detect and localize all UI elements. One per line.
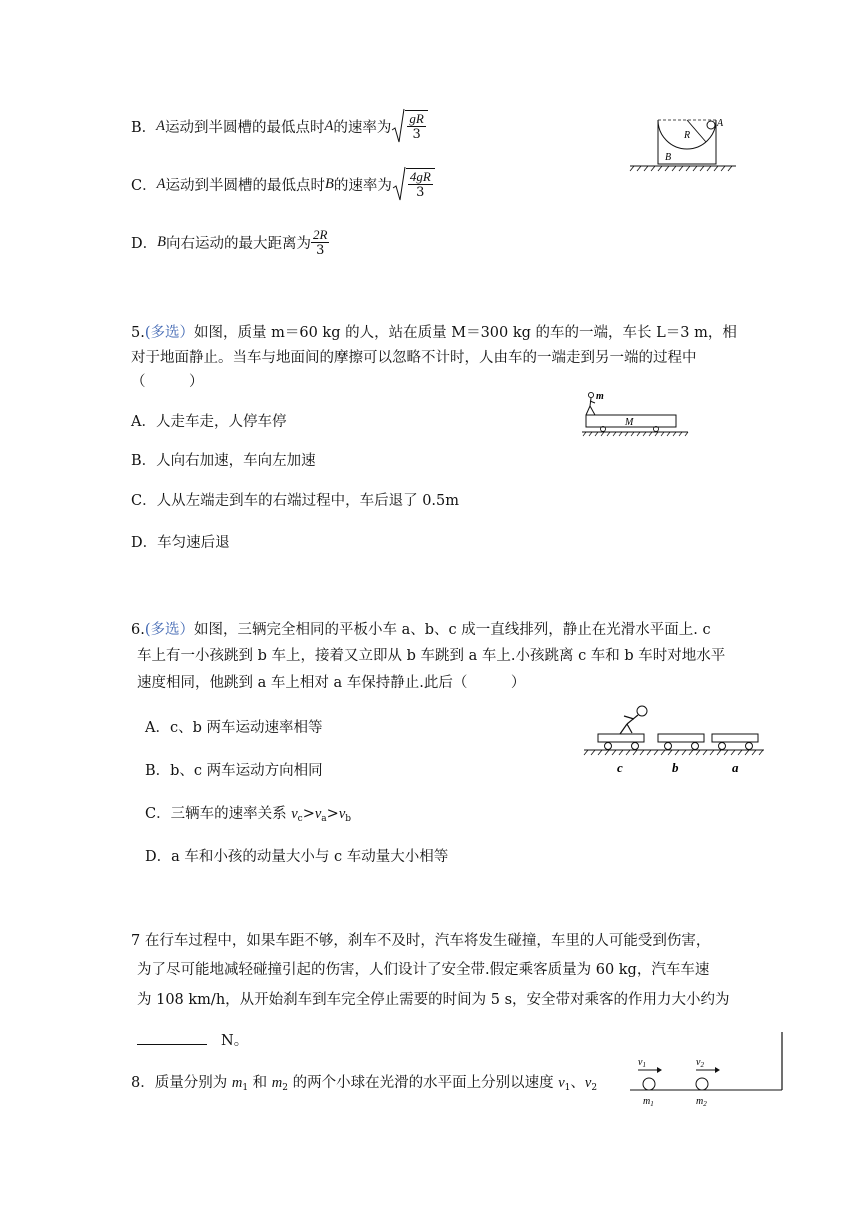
q6-stem-line3: 速度相同，他跳到 a 车上相对 a 车保持静止.此后（ ） [137,675,526,691]
answer-blank [137,1044,207,1045]
label-m1: $m_1$ [643,1096,654,1108]
label-b: B [665,152,672,163]
label-v2: $v_2$ [696,1057,704,1069]
sqrt-expression [392,166,435,202]
option-text: 运动到半圆槽的最低点时 [165,119,325,136]
label-cart-c: c [617,760,623,775]
q6-stem-line1 [131,618,711,639]
option-text: 运动到半圆槽的最低点时 [165,177,325,194]
q7-stem-line1: 7 在行车过程中，如果车距不够，刹车不及时，汽车将发生碰撞，车里的人可能受到伤害， [131,933,711,949]
label-cart-a: a [732,760,739,775]
q6-option-a: A．c、b 两车运动速率相等 [145,720,323,736]
q5-option-a: A．人走车走，人停车停 [131,414,287,430]
q4-figure-semicircle-groove [628,112,738,174]
label-cart-mass: M [625,417,634,428]
q7-stem-line2: 为了尽可能地减轻碰撞引起的伤害，人们设计了安全带.假定乘客质量为 60 kg，汽车车速 [137,962,710,978]
question-number: 5. [131,325,145,341]
q6-option-b: B．b、c 两车运动方向相同 [145,763,323,779]
sqrt-expression [391,108,427,144]
multi-select-tag: (多选） [144,325,195,341]
fraction: $\frac{2R}{3}$ [313,226,328,258]
q5-option-c: C．人从左端走到车的右端过程中，车后退了 0.5m [131,493,460,509]
q7-answer-line [137,1029,248,1050]
q6-option-d: D．a 车和小孩的动量大小与 c 车动量大小相等 [145,849,449,865]
q5-stem-line2: 对于地面静止。当车与地面间的摩擦可以忽略不计时，人由车的一端走到另一端的过程中 [131,350,697,366]
question-number: 6. [131,622,145,638]
var: B [157,233,166,250]
var: A [156,175,166,192]
option-letter: C． [131,177,157,194]
stem-text: 如图，三辆完全相同的平板小车 a、b、c 成一直线排列，静止在光滑水平面上. c [194,622,711,638]
fraction: $\frac{4gR}{3}$ [409,169,431,200]
stem-text: 如图，质量 m＝60 kg 的人，站在质量 M＝300 kg 的车的一端，车长 L＝3 m，相 [194,325,737,341]
option-letter: B． [131,119,157,136]
label-v1: $v_1$ [638,1057,646,1069]
var: A [324,117,334,134]
var: B [324,175,334,192]
var: A [156,117,166,134]
q5-figure-person-on-cart [582,390,692,440]
unit: N。 [221,1033,249,1049]
label-cart-b: b [672,760,679,775]
q8-stem-line1: 8．质量分别为 $m_1$ 和 $m_2$ 的两个小球在光滑的水平面上分别以速度 $v_1$、$v_2$ [131,1075,598,1093]
q4-option-b [131,106,428,146]
q4-option-d [131,222,329,262]
q7-stem-line3: 为 108 km/h，从开始刹车到车完全停止需要的时间为 5 s，安全带对乘客的作用力大小约为 [137,992,730,1008]
q6-figure-three-carts [580,700,766,780]
q5-stem-line3: （ ） [131,374,204,390]
q4-option-c [131,164,435,204]
q8-figure-two-balls [630,1032,790,1110]
option-text: 的速率为 [333,119,392,136]
q5-option-d: D．车匀速后退 [131,535,230,551]
multi-select-tag: (多选） [144,622,195,638]
option-letter: D． [131,235,158,252]
option-text: 向右运动的最大距离为 [166,235,311,252]
q6-option-c: C．三辆车的速率关系 $v_c>v_a>v_b$ [145,806,352,824]
q6-stem-line2: 车上有一小孩跳到 b 车上，接着又立即从 b 车跳到 a 车上.小孩跳离 c 车和 b 车时对地水平 [137,648,726,664]
q5-stem-line1 [131,321,737,342]
option-text: 的速率为 [333,177,392,194]
label-r: R [684,130,691,141]
fraction: $\frac{gR}{3}$ [409,111,424,142]
label-m2: $m_2$ [696,1096,707,1108]
label-a: A [717,118,724,129]
label-m: m [596,391,604,402]
q5-option-b: B．人向右加速，车向左加速 [131,453,316,469]
